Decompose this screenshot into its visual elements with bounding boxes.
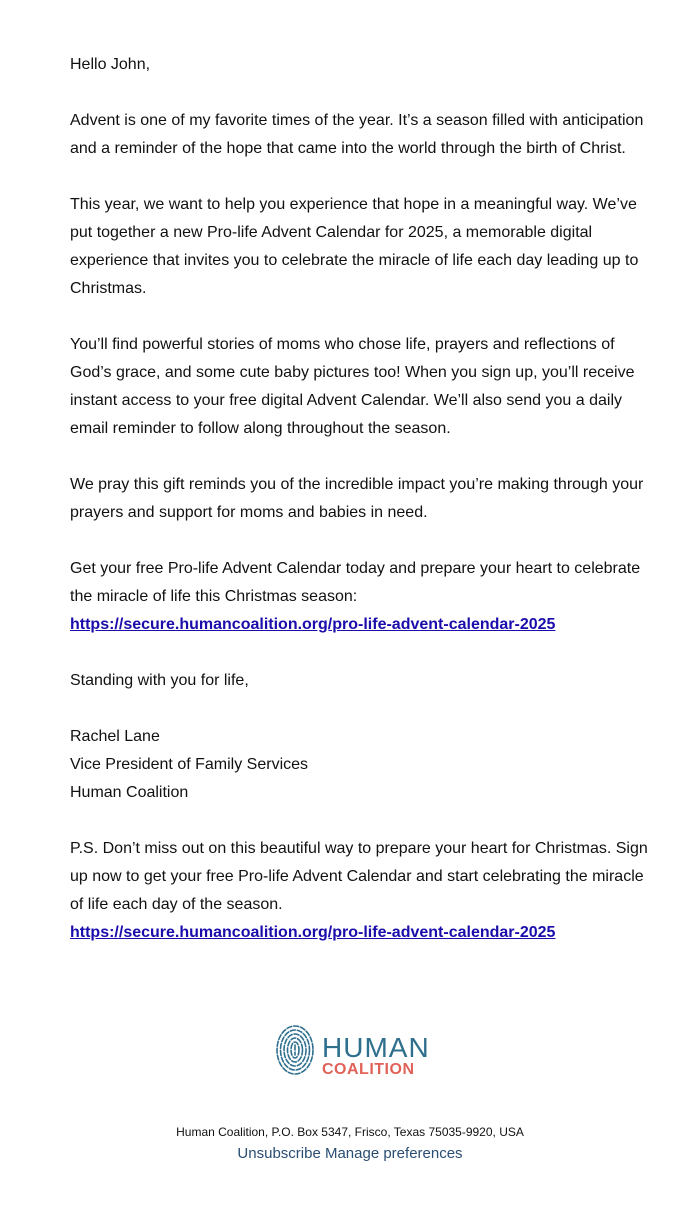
signature-block xyxy=(70,723,650,807)
ps-link[interactable]: https://secure.humancoalition.org/pro-life-advent-calendar-2025 xyxy=(70,924,556,941)
paragraph-calendar: This year, we want to help you experience that hope in a meaningful way. We’ve put together a new Pro-life Advent Calendar for 2025, a memorable digital experience that invites you to celebrate the miracle of life each day leading up to Christmas. xyxy=(70,196,639,297)
cta-text: Get your free Pro-life Advent Calendar today and prepare your heart to celebrate the miracle of life this Christmas season: xyxy=(70,560,641,605)
ps-text: P.S. Don’t miss out on this beautiful way to prepare your heart for Christmas. Sign up now to get your free Pro-life Advent Calendar and start celebrating the miracle of life each day of the season. xyxy=(70,840,648,913)
paragraph-intro: Advent is one of my favorite times of the year. It’s a season filled with anticipation and a reminder of the hope that came into the world through the birth of Christ. xyxy=(70,112,644,157)
paragraph-prayer: We pray this gift reminds you of the incredible impact you’re making through your prayers and support for moms and babies in need. xyxy=(70,476,644,521)
logo-text-human: HUMAN xyxy=(322,1032,430,1063)
unsubscribe-link[interactable]: Unsubscribe xyxy=(237,1145,321,1162)
logo-text-coalition: COALITION xyxy=(322,1061,415,1078)
signature-title: Vice President of Family Services xyxy=(70,756,309,773)
footer-address: Human Coalition, P.O. Box 5347, Frisco, Texas 75035-9920, USA xyxy=(176,1125,524,1139)
email-content xyxy=(70,51,650,975)
email-footer xyxy=(0,1124,700,1164)
fingerprint-icon xyxy=(274,1023,316,1079)
signature-organization: Human Coalition xyxy=(70,784,189,801)
signature-name: Rachel Lane xyxy=(70,728,160,745)
greeting: Hello John, xyxy=(70,56,151,73)
human-coalition-logo xyxy=(274,1022,434,1080)
cta-link[interactable]: https://secure.humancoalition.org/pro-life-advent-calendar-2025 xyxy=(70,616,556,633)
paragraph-stories: You’ll find powerful stories of moms who chose life, prayers and reflections of God’s grace, and some cute baby pictures too! When you sign up, you’ll receive instant access to your free digital Advent Calendar. We’ll also send you a daily email reminder to follow along throughout the season. xyxy=(70,336,635,437)
ps-paragraph xyxy=(70,835,650,947)
closing: Standing with you for life, xyxy=(70,672,249,689)
footer-links xyxy=(0,1144,700,1164)
manage-preferences-link[interactable]: Manage preferences xyxy=(324,1145,463,1162)
cta-paragraph xyxy=(70,555,650,639)
